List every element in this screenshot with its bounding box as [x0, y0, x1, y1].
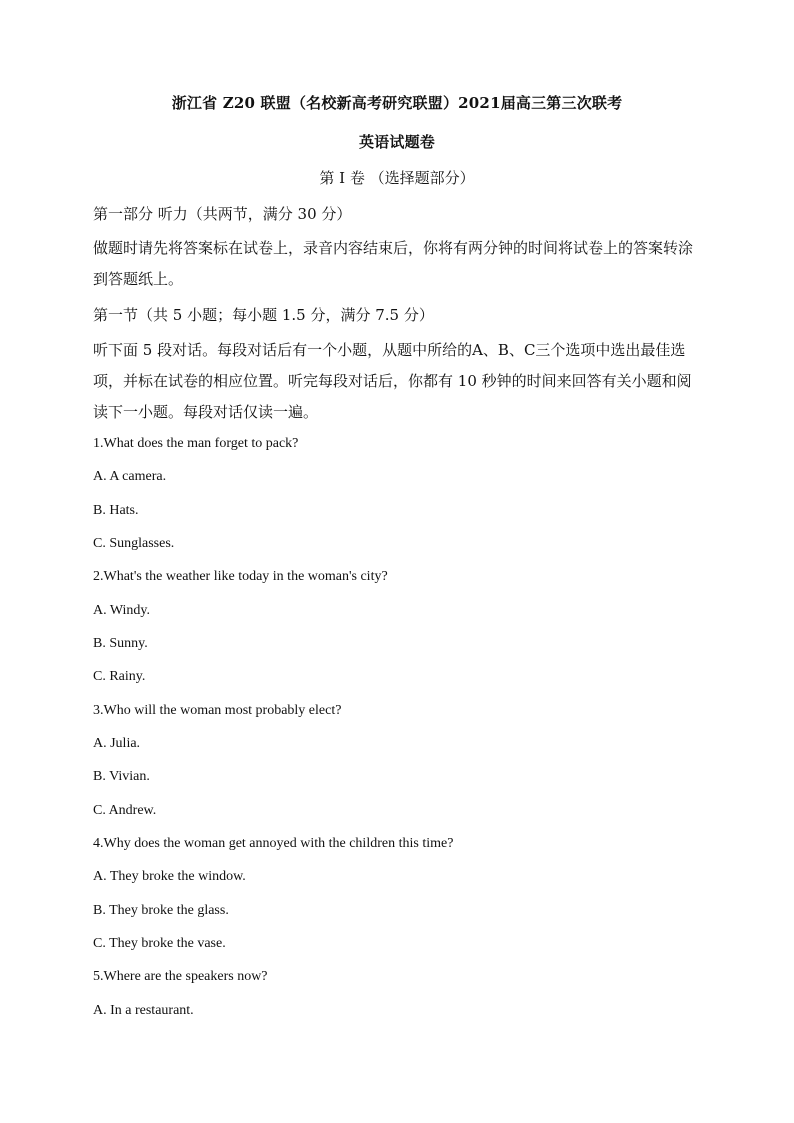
exam-title: 浙江省 Z20 联盟（名校新高考研究联盟）2021届高三第三次联考 [171, 94, 623, 112]
question-1-stem: 1.What does the man forget to pack? [93, 436, 299, 451]
question-3-option-c: C. Andrew. [93, 803, 157, 818]
question-3-option-b: B. Vivian. [93, 769, 150, 784]
question-1-option-b: B. Hats. [93, 503, 139, 518]
part1-heading: 第一部分 听力（共两节，满分 30 分） [93, 205, 352, 223]
volume-heading: 第 I 卷 （选择题部分） [319, 169, 475, 187]
question-1-option-c: C. Sunglasses. [93, 536, 175, 551]
section1-heading: 第一节（共 5 小题；每小题 1.5 分，满分 7.5 分） [93, 306, 434, 324]
question-3-stem: 3.Who will the woman most probably elect? [93, 703, 342, 718]
subject-title: 英语试题卷 [358, 133, 435, 151]
part1-instructions: 做题时请先将答案标在试卷上，录音内容结束后，你将有两分钟的时间将试卷上的答案转涂到答题纸上。 [93, 239, 694, 288]
question-3-option-a: A. Julia. [93, 736, 141, 751]
question-2-stem: 2.What's the weather like today in the woman's city? [93, 569, 388, 584]
question-2-option-b: B. Sunny. [93, 636, 148, 651]
question-5-stem: 5.Where are the speakers now? [93, 969, 268, 984]
question-5-option-a: A. In a restaurant. [93, 1003, 194, 1018]
question-2-option-a: A. Windy. [93, 603, 150, 618]
question-4-option-a: A. They broke the window. [93, 869, 246, 884]
question-2-option-c: C. Rainy. [93, 669, 146, 684]
question-4-option-c: C. They broke the vase. [93, 936, 226, 951]
section1-instructions: 听下面 5 段对话。每段对话后有一个小题，从题中所给的A、B、C三个选项中选出最佳选项，并标在试卷的相应位置。听完每段对话后，你都有 10 秒钟的时间来回答有关小题和阅读下一小题。每段对话仅读一遍。 [93, 341, 692, 421]
question-4-stem: 4.Why does the woman get annoyed with the children this time? [93, 836, 454, 851]
question-1-option-a: A. A camera. [93, 469, 167, 484]
question-4-option-b: B. They broke the glass. [93, 903, 229, 918]
